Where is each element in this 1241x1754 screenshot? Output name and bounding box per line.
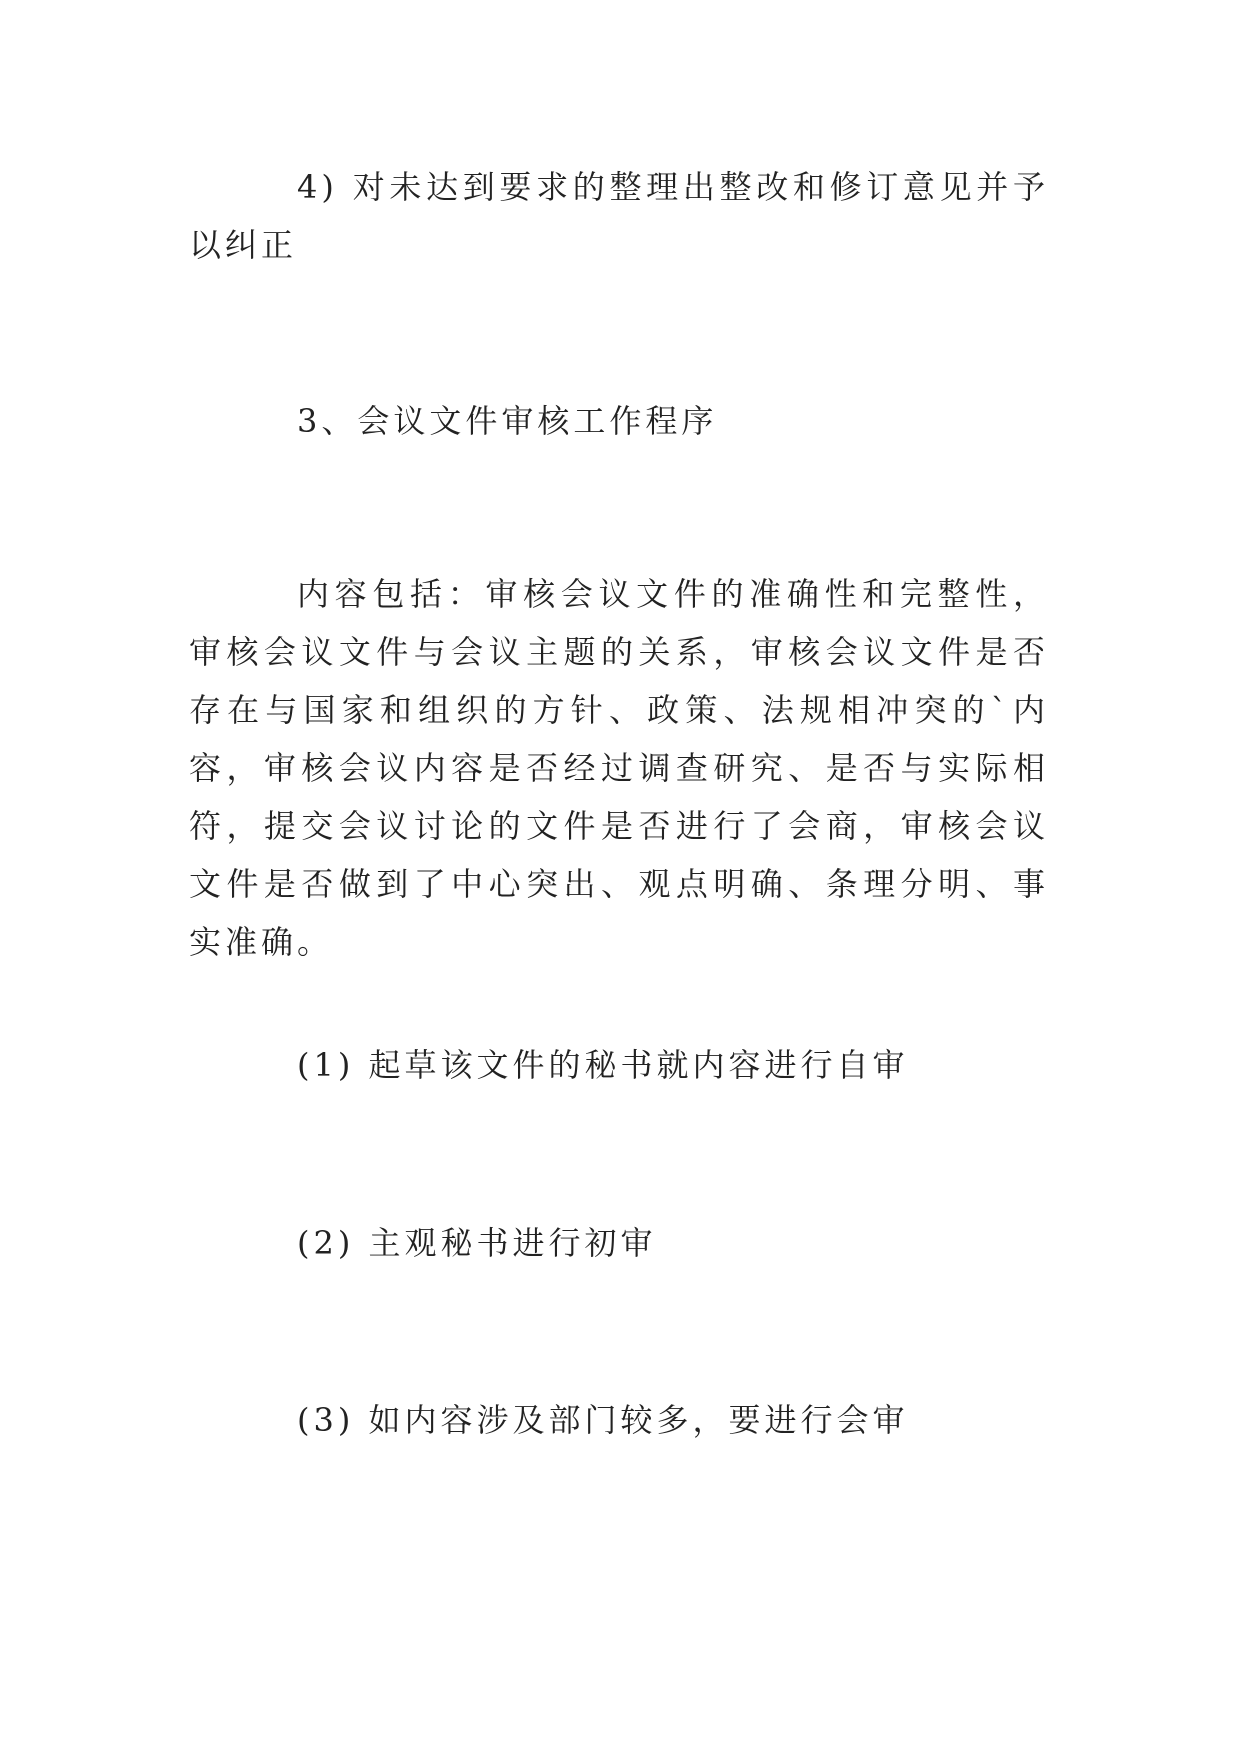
list-item-joint-review: (3) 如内容涉及部门较多，要进行会审 bbox=[297, 1401, 909, 1439]
section-heading-review-procedure: 3、会议文件审核工作程序 bbox=[297, 402, 718, 440]
paragraph-correction-step: 4) 对未达到要求的整理出整改和修订意见并予以纠正 bbox=[189, 168, 1049, 264]
list-item-initial-review: (2) 主观秘书进行初审 bbox=[297, 1224, 657, 1262]
list-item-self-review: (1) 起草该文件的秘书就内容进行自审 bbox=[297, 1046, 909, 1084]
paragraph-review-content: 内容包括：审核会议文件的准确性和完整性，审核会议文件与会议主题的关系，审核会议文件是否存在与国家和组织的方针、政策、法规相冲突的`内容，审核会议内容是否经过调查研究、是否与实际相符，提交会议讨论的文件是否进行了会商，审核会议文件是否做到了中心突出、观点明确、条理分明、事实准确。 bbox=[189, 575, 1049, 961]
